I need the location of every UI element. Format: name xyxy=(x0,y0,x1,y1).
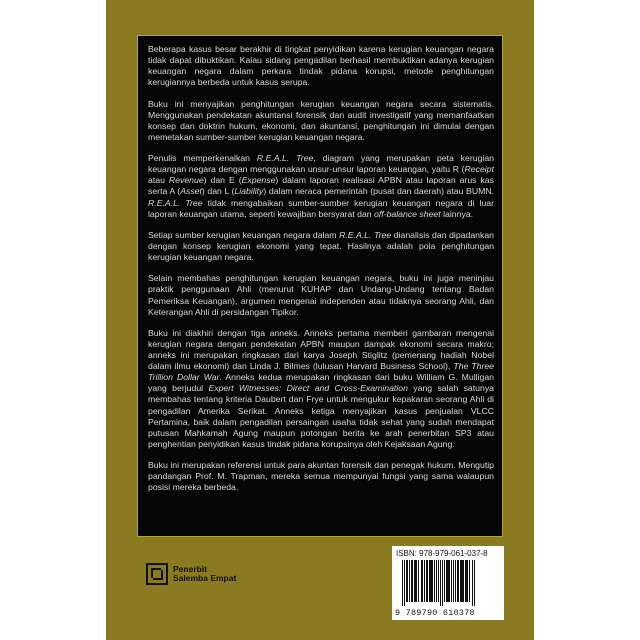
synopsis-paragraph: Buku ini merupakan referensi untuk para akuntan forensik dan penegak hukum. Mengutip pandangan Prof. M. Trapman, mereka semua mempunyai fungsi yang sama walaupun posisi mereka berbeda. xyxy=(148,460,494,493)
synopsis-panel xyxy=(137,35,503,537)
synopsis-text xyxy=(148,44,494,504)
italic-term: Asset xyxy=(180,186,202,197)
barcode-bar xyxy=(457,560,459,602)
publisher-line-2: Salemba Empat xyxy=(173,573,237,583)
barcode-bar xyxy=(436,560,437,602)
barcode-bar xyxy=(446,560,448,602)
barcode-bar xyxy=(472,560,473,606)
italic-term: R.E.A.L. Tree xyxy=(148,197,203,208)
barcode-bar xyxy=(440,560,441,606)
barcode-bar xyxy=(424,560,425,602)
barcode-bar xyxy=(451,560,452,602)
italic-term: Expert Witnesses: Direct and Cross-Examination xyxy=(208,383,408,394)
barcode-bar xyxy=(404,560,405,606)
italic-term: R.E.A.L. Tree xyxy=(256,153,314,164)
barcode-bar xyxy=(416,560,417,602)
barcode-bar xyxy=(455,560,456,602)
publisher-block xyxy=(146,562,236,586)
italic-term: Receipt xyxy=(464,164,494,175)
barcode-bar xyxy=(418,560,419,602)
barcode-bar xyxy=(414,560,416,602)
synopsis-paragraph: Buku ini diakhiri dengan tiga anneks. Anneks pertama memberi gambaran mengenai kerugian negara dengan pendekatan APBN maupun dampak ekonomi secara makro; anneks ini merupakan ringkasan dari karya Joseph Stiglitz (pemenang hadiah Nobel dalam ilmu ekonomi) dan Linda J. Bilmes (lulusan Harvard Business School), The Three Trillion Dollar War. Anneks kedua merupakan ringkasan dari buku William G. Mulligan yang berjudul Expert Witnesses: Direct and Cross-Examination yang salah satunya membahas tentang kriteria Daubert dan Frye untuk mengukur kepakaran seorang Ahli di pengadilan Amerika Serikat. Anneks ketiga menyajikan kasus penjualan VLCC Pertamina, baik dalam pengadilan persaingan usaha tidak sehat yang sudah mendapat putusan Mahkamah Agung maupun potongan berita ke arah penerbitan SP3 atau penghentian penyidikan kasus tindak pidana korupsinya oleh Kejaksaan Agung. xyxy=(148,327,495,449)
publisher-line-1: Penerbit xyxy=(173,563,208,574)
barcode-digits: 9 789790 610378 xyxy=(395,608,475,618)
synopsis-paragraph: Penulis memperkenalkan R.E.A.L. Tree, diagram yang merupakan peta kerugian keuangan negara dengan menggunakan unsur-unsur laporan keuangan, yaitu R (Receipt atau Revenue) dan E (Expense) dalam laporan realisasi APBN atau laporan arus kas serta A (Asset) dan L (Liability) dalam neraca pemerintah (pusat dan daerah) atau BUMN. R.E.A.L. Tree tidak mengabaikan sumber-sumber kerugian keuangan negara di luar laporan keuangan utama, seperti kewajiban bersyarat dan off-balance sheet lainnya. xyxy=(148,153,495,219)
publisher-name xyxy=(173,565,236,584)
barcode-bar xyxy=(438,560,439,602)
barcode-bar xyxy=(462,560,464,602)
barcode-bar xyxy=(411,560,413,602)
barcode-bar xyxy=(409,560,410,602)
isbn-barcode-block xyxy=(392,546,504,620)
barcode-bar xyxy=(469,560,470,602)
italic-term: Revenue xyxy=(168,175,204,186)
italic-term: off-balance sheet xyxy=(374,208,441,219)
synopsis-paragraph: Selain membahas penghitungan kerugian keuangan negara, buku ini juga meninjau praktik penggunaan Ahli (menurut KUHAP dan Undang-Undang tentang Badan Pemeriksa Keuangan), argumen mengenai independen atau tidaknya seorang Ahli, dan Keterangan Ahli di persidangan Tipikor. xyxy=(148,273,494,317)
publisher-logo-icon xyxy=(146,563,168,585)
barcode-bar xyxy=(431,560,433,602)
barcode-bar xyxy=(434,560,435,602)
barcode-bar xyxy=(426,560,428,602)
barcode-bar xyxy=(474,560,475,606)
synopsis-paragraph: Setiap sumber kerugian keuangan negara dalam R.E.A.L. Tree dianalisis dan dipadankan dengan konsep kerugian ekonomi yang tepat. Hasilnya adalah pola penghitungan kerugian keuangan negara. xyxy=(148,229,494,263)
barcode-icon xyxy=(400,560,498,606)
barcode-bar xyxy=(444,560,445,602)
barcode-bar xyxy=(460,560,462,602)
barcode-bar xyxy=(467,560,468,602)
synopsis-paragraph: Beberapa kasus besar berakhir di tingkat penyidikan karena kerugian keuangan negara tidak dapat dibuktikan. Kalau sidang pengadilan berhasil membuktikan adanya kerugian keuangan negara dalam perkara tindak pidana korupsi, metode penghitungan kerugiannya berbeda untuk kasus serupa. xyxy=(148,44,494,88)
italic-term: Expense xyxy=(241,175,276,186)
barcode-bar xyxy=(421,560,423,602)
barcode-bar xyxy=(406,560,408,602)
barcode-bar xyxy=(442,560,443,606)
barcode-bar xyxy=(429,560,431,602)
barcode-bar xyxy=(402,560,403,606)
italic-term: Liability xyxy=(234,186,264,197)
italic-term: The Three Trillion Dollar War xyxy=(148,361,495,383)
barcode-bar xyxy=(453,560,454,602)
barcode-bar xyxy=(448,560,450,602)
isbn-label: ISBN: 978-979-061-037-8 xyxy=(396,549,488,558)
synopsis-paragraph: Buku ini menyajikan penghitungan kerugian keuangan negara secara sistematis. Menggunakan pendekatan akuntansi forensik dan audit investigatif yang memanfaatkan konsep dan doktrin hukum, ekonomi, dan akuntansi, penghitungan ini dimulai dengan memetakan sumber-sumber kerugian keuangan negara. xyxy=(148,98,494,142)
italic-term: R.E.A.L. Tree xyxy=(339,229,392,240)
barcode-bar xyxy=(465,560,467,602)
